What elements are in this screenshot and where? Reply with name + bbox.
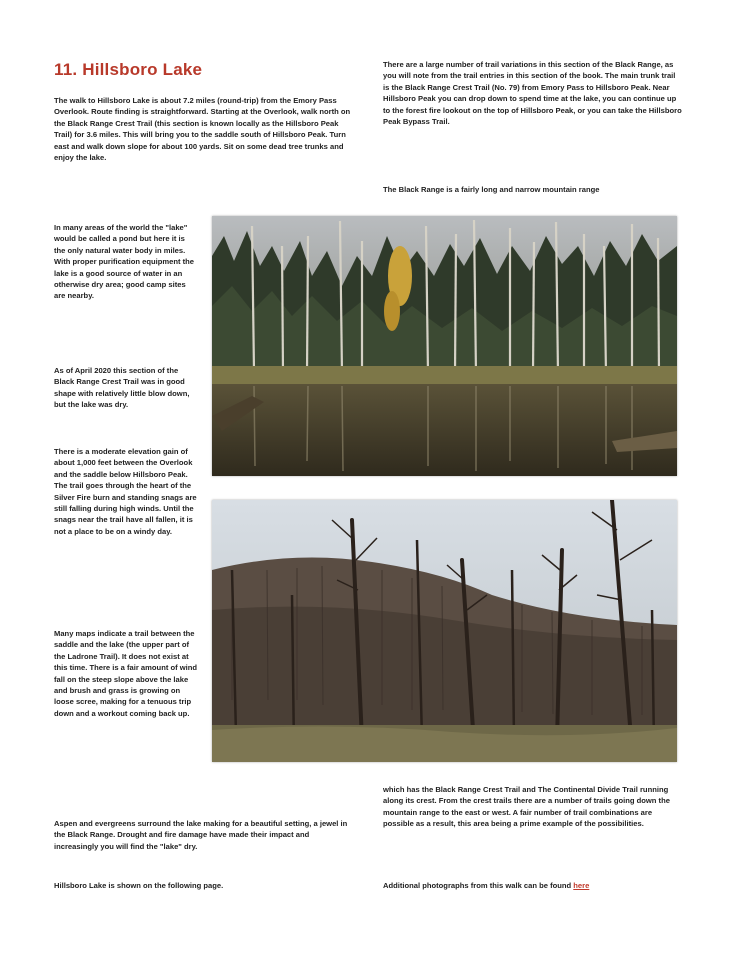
- sidebar-paragraph-1: In many areas of the world the "lake" would be called a pond but here it is the only natural water body in miles. With proper purification equipment the lake is a good source of water in an otherwise dry area; good camp sites are nearby.: [54, 223, 194, 301]
- bottom-right-paragraph-2: [383, 880, 683, 891]
- sidebar-paragraph-3: There is a moderate elevation gain of about 1,000 feet between the Overlook and the saddle below Hillsboro Peak. The trail goes through the heart of the Silver Fire burn and standing snags are still falling during high winds. Until the snags near the trail have all fallen, it is not a place to be on a windy day.: [54, 447, 197, 536]
- sidebar-paragraph-4: Many maps indicate a trail between the saddle and the lake (the upper part of the Ladrone Trail). It does not exist at this time. There is a fair amount of wind fall on the steep slope above the lake and brush and grass is growing on loose scree, making for a tenuous trip down and a workout coming back up.: [54, 629, 198, 718]
- additional-photos-text: Additional photographs from this walk can be found: [383, 881, 574, 890]
- sidebar-paragraph-2: As of April 2020 this section of the Black Range Crest Trail was in good shape with relatively little blow down, but the lake was dry.: [54, 366, 190, 410]
- additional-photos-link[interactable]: here: [573, 881, 590, 890]
- intro-paragraph-right-2: The Black Range is a fairly long and narrow mountain range: [383, 185, 600, 194]
- page-title: 11. Hillsboro Lake: [54, 60, 203, 79]
- burned-forest-photo: [212, 500, 677, 762]
- intro-paragraph-right: There are a large number of trail variations in this section of the Black Range, as you will note from the trail entries in this section of the book. The main trunk trail is the Black Range Crest Trail (No. 79) from Emory Pass to Hillsboro Peak. Near Hillsboro Peak you can drop down to spend time at the lake, you can continue up to the forest fire lookout on the top of Hillsboro Peak, or you can take the Hillsboro Peak Bypass Trail.: [383, 60, 682, 127]
- intro-paragraph-left: The walk to Hillsboro Lake is about 7.2 miles (round-trip) from the Emory Pass Overlook. Route finding is straightforward. Starting at the Overlook, walk north on the Black Range Crest Trail (this section is known locally as the Hillsboro Peak Trail) for 3.6 miles. This will bring you to the saddle south of Hillsboro Peak. Turn east and walk down slope for about 100 yards. Sit on some dead tree trunks and enjoy the lake.: [54, 96, 351, 163]
- bottom-left-paragraph-2: Hillsboro Lake is shown on the following page.: [54, 881, 224, 890]
- lake-forest-photo: [212, 216, 677, 476]
- bottom-right-paragraph-1: which has the Black Range Crest Trail and The Continental Divide Trail running along its crest. From the crest trails there are a number of trails going down the mountain range to the east or west. A fair number of trail combinations are possible as a result, this area being a prime example of the possibilities.: [383, 785, 670, 829]
- lake-forest-illustration: [212, 216, 677, 476]
- burned-forest-illustration: [212, 500, 677, 762]
- bottom-left-paragraph-1: Aspen and evergreens surround the lake making for a beautiful setting, a jewel in the Black Range. Drought and fire damage have made their impact and increasingly you will find the "lake" dry.: [54, 819, 348, 851]
